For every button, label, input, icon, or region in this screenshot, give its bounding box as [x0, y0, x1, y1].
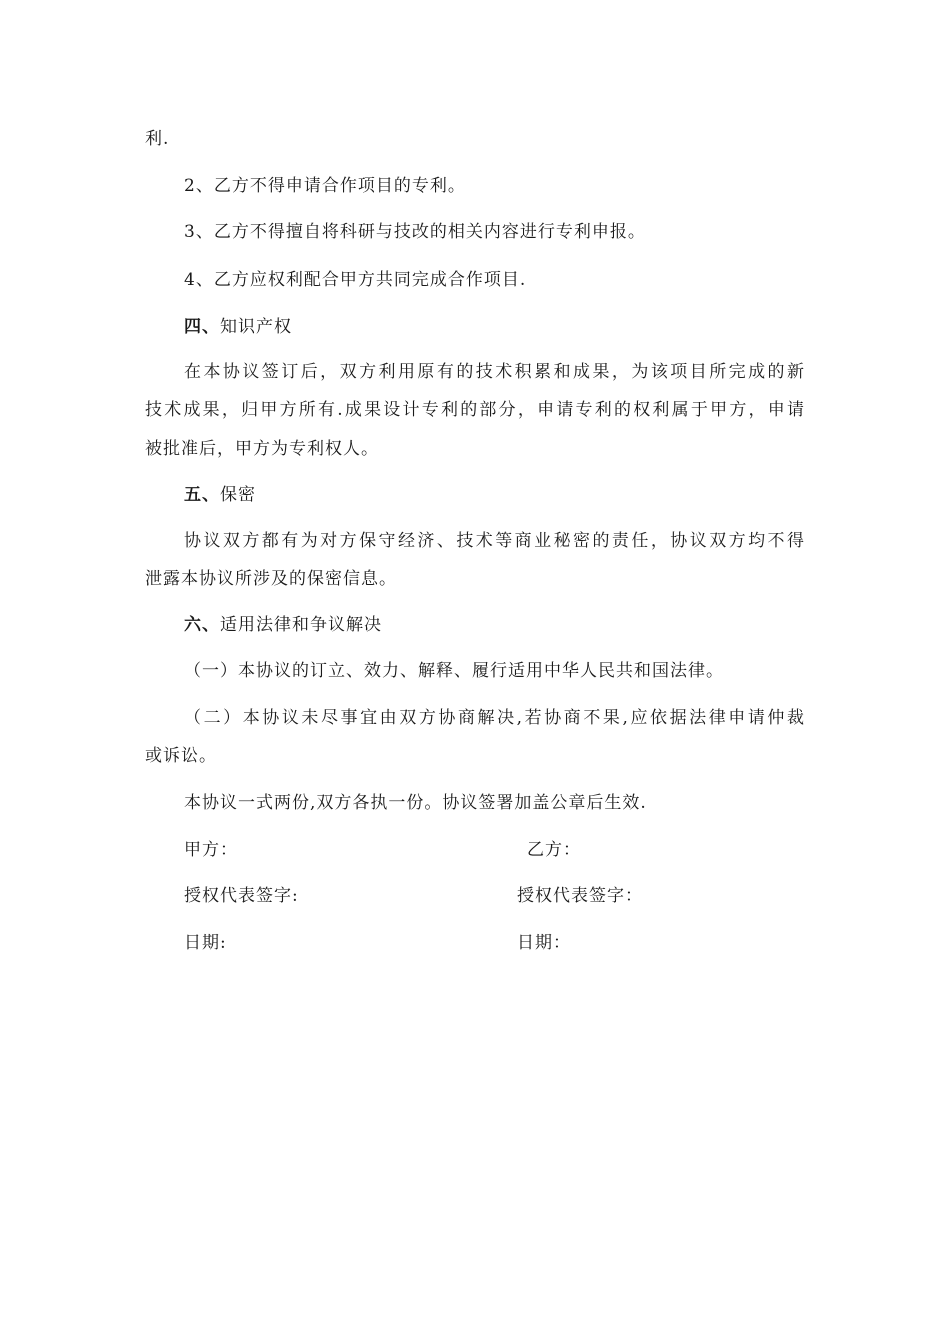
section-title: 知识产权	[220, 317, 292, 337]
party-b-label: 乙方：	[527, 840, 581, 860]
paragraph-line: 泄露本协议所涉及的保密信息。	[145, 569, 397, 589]
rep-b-signature-label: 授权代表签字：	[517, 886, 643, 906]
clause-item-4: 4、乙方应权利配合甲方共同完成合作项目.	[184, 270, 527, 290]
paragraph-line: 在本协议签订后，双方利用原有的技术积累和成果，为该项目所完成的新	[184, 362, 805, 382]
section-number: 四、	[184, 317, 220, 337]
date-b-label: 日期：	[517, 933, 571, 953]
section-heading-ip	[184, 315, 292, 339]
section-title: 适用法律和争议解决	[220, 615, 382, 635]
law-item-2-line: （二）本协议未尽事宜由双方协商解决,若协商不果,应依据法律申请仲裁	[184, 708, 805, 728]
law-item-1: （一）本协议的订立、效力、解释、履行适用中华人民共和国法律。	[184, 661, 724, 681]
law-item-2-line: 或诉讼。	[145, 746, 217, 766]
date-a-label: 日期:	[184, 933, 227, 953]
continuation-text: 利.	[145, 129, 170, 149]
paragraph-line: 协议双方都有为对方保守经济、技术等商业秘密的责任，协议双方均不得	[184, 531, 805, 551]
rep-a-signature-label: 授权代表签字:	[184, 886, 299, 906]
clause-item-3: 3、乙方不得擅自将科研与技改的相关内容进行专利申报。	[184, 222, 646, 242]
clause-item-2: 2、乙方不得申请合作项目的专利。	[184, 176, 466, 196]
paragraph-line: 被批准后，甲方为专利权人。	[145, 439, 379, 459]
section-heading-confidentiality	[184, 483, 256, 507]
section-title: 保密	[220, 485, 256, 505]
section-number: 五、	[184, 485, 220, 505]
section-heading-law	[184, 613, 382, 637]
paragraph-line: 技术成果，归甲方所有.成果设计专利的部分，申请专利的权利属于甲方，申请	[145, 400, 805, 420]
party-a-label: 甲方：	[184, 840, 238, 860]
section-number: 六、	[184, 615, 220, 635]
closing-statement: 本协议一式两份,双方各执一份。协议签署加盖公章后生效.	[184, 793, 647, 813]
